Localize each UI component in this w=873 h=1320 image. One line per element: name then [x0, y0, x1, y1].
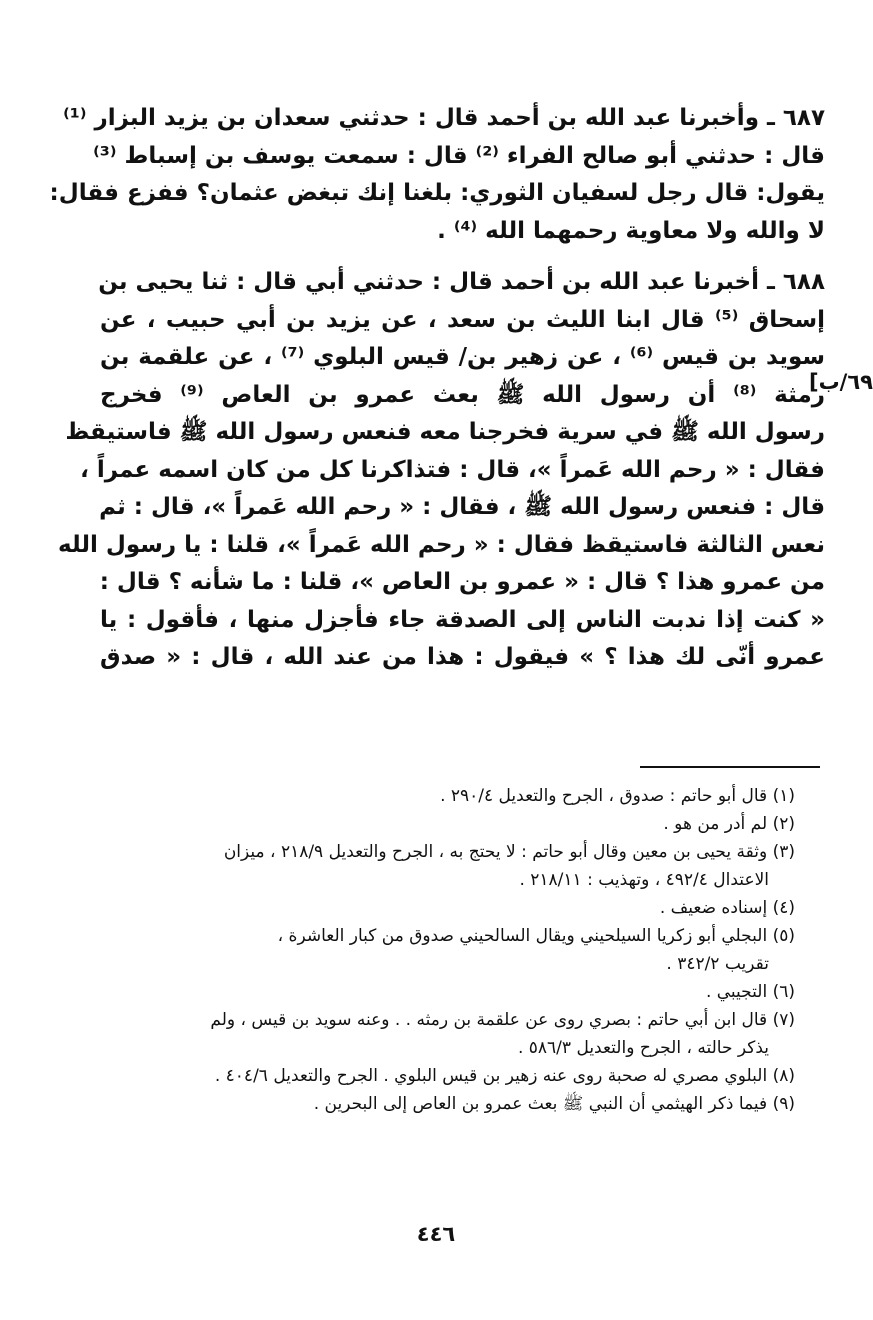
text-line: يقول: قال رجل لسفيان الثوري: بلغنا إنك تبغض عثمان؟ ففزع فقال:: [49, 180, 825, 206]
footnote: (٧) قال ابن أبي حاتم : بصري روى عن علقمة بن رمثه . . وعنه سويد بن قيس ، ولم: [210, 1010, 795, 1030]
footnote: (٢) لم أدر من هو .: [663, 814, 795, 834]
text-line: « كنت إذا ندبت الناس إلى الصدقة جاء فأجزل منها ، فأقول : يا: [100, 606, 825, 633]
text-line: رسول الله ﷺ في سرية فخرجنا معه فنعس رسول الله ﷺ فاستيقظ: [65, 419, 825, 445]
hadith-687: [49, 100, 825, 250]
footnote-continuation: الاعتدال ٤٩٢/٤ ، وتهذيب : ٢١٨/١١ .: [519, 870, 769, 890]
text-line: عمرو أنّى لك هذا ؟ » فيقول : هذا من عند الله ، قال : « صدق: [100, 644, 825, 670]
text-line: من عمرو هذا ؟ قال : « عمرو بن العاص »، قلنا : ما شأنه ؟ قال :: [99, 569, 825, 595]
text-line: رمثة ⁽⁸⁾ أن رسول الله ﷺ بعث عمرو بن العاص ⁽⁹⁾ فخرج: [100, 381, 825, 408]
text-line: فقال : « رحم الله عَمراً »، قال : فتذاكرنا كل من كان اسمه عمراً ،: [80, 456, 825, 483]
text-line: ٦٨٧ ـ وأخبرنا عبد الله بن أحمد قال : حدثني سعدان بن يزيد البزار ⁽¹⁾: [63, 105, 825, 131]
text-line: لا والله ولا معاوية رحمهما الله ⁽⁴⁾ .: [437, 217, 825, 244]
hadith-688: [58, 264, 825, 677]
footnote: (٦) التجيبي .: [705, 982, 795, 1002]
text-line: قال : فنعس رسول الله ﷺ ، فقال : « رحم الله عَمراً »، قال : ثم: [99, 494, 825, 520]
footnotes: [100, 782, 795, 1118]
manuscript-folio-marker: ٦٩/ب]: [808, 370, 873, 394]
footnote: (٤) إسناده ضعيف .: [659, 898, 795, 918]
text-line: ٦٨٨ ـ أخبرنا عبد الله بن أحمد قال : حدثني أبي قال : ثنا يحيى بن: [98, 269, 825, 295]
footnote-continuation: يذكر حالته ، الجرح والتعديل ٥٨٦/٣ .: [517, 1038, 769, 1058]
footnote: (٣) وثقة يحيى بن معين وقال أبو حاتم : لا يحتج به ، الجرح والتعديل ٢١٨/٩ ، ميزان: [223, 842, 795, 862]
footnote: (٥) البجلي أبو زكريا السيلحيني ويقال السالحيني صدوق من كبار العاشرة ،: [277, 926, 795, 946]
text-line: إسحاق ⁽⁵⁾ قال ابنا الليث بن سعد ، عن يزيد بن أبي حبيب ، عن: [100, 306, 825, 333]
text-line: سويد بن قيس ⁽⁶⁾ ، عن زهير بن/ قيس البلوي ⁽⁷⁾ ، عن علقمة بن: [100, 344, 825, 370]
page-number: ٤٤٦: [416, 1222, 456, 1246]
footnote-continuation: تقريب ٣٤٢/٢ .: [666, 954, 769, 974]
main-text: [49, 100, 825, 691]
footnote: (١) قال أبو حاتم : صدوق ، الجرح والتعديل ٢٩٠/٤ .: [440, 786, 795, 806]
footnote: (٨) البلوي مصري له صحبة روى عنه زهير بن قيس البلوي . الجرح والتعديل ٤٠٤/٦ .: [214, 1066, 795, 1086]
text-line: قال : حدثني أبو صالح الفراء ⁽²⁾ قال : سمعت يوسف بن إسباط ⁽³⁾: [93, 142, 825, 169]
footnote: (٩) فيما ذكر الهيثمي أن النبي ﷺ بعث عمرو بن العاص إلى البحرين .: [313, 1094, 795, 1114]
footnote-divider: [640, 766, 820, 768]
text-line: نعس الثالثة فاستيقظ فقال : « رحم الله عَمراً »، قلنا : يا رسول الله: [58, 531, 825, 558]
